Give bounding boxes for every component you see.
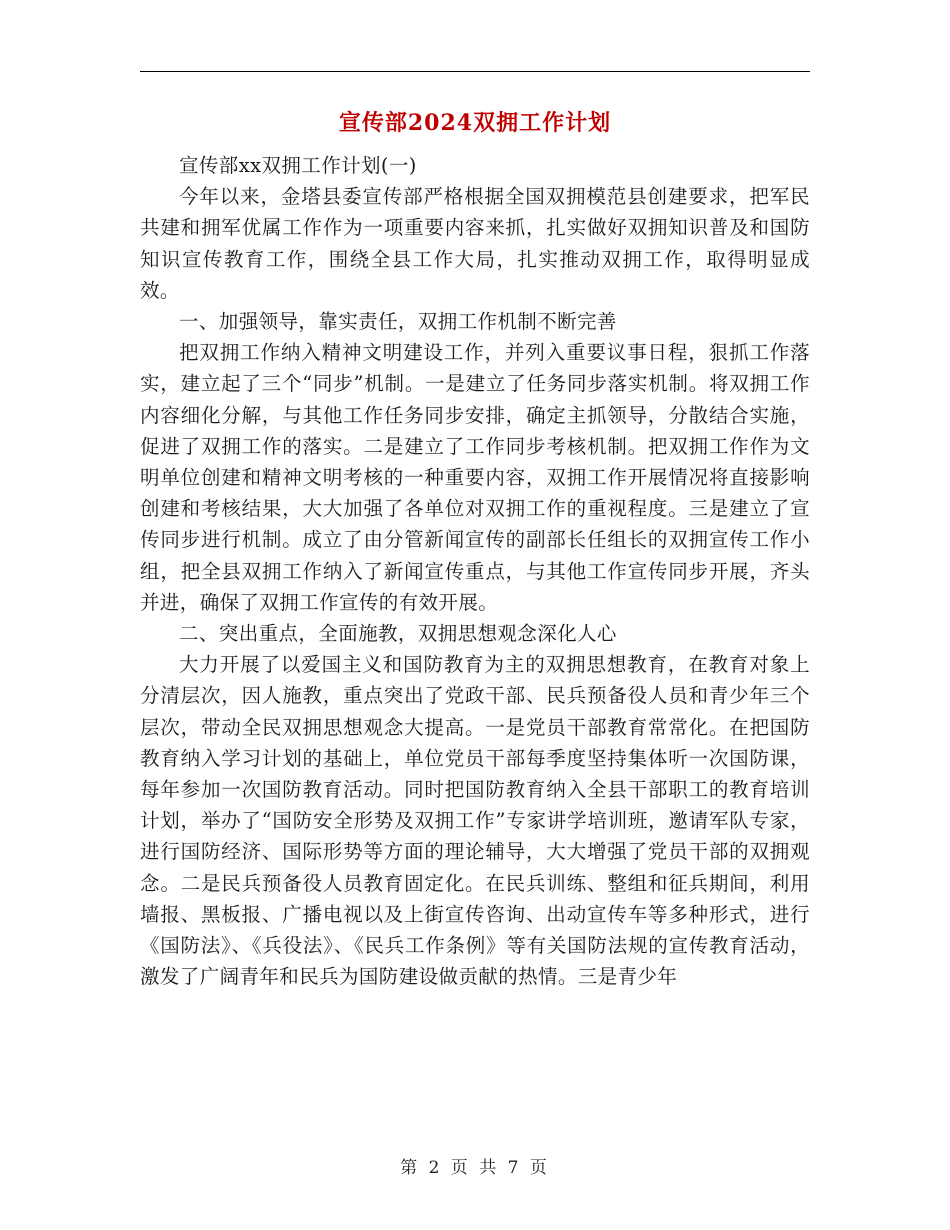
body-paragraph: 大力开展了以爱国主义和国防教育为主的双拥思想教育，在教育对象上分清层次，因人施教，重点突出了党政干部、民兵预备役人员和青少年三个层次，带动全民双拥思想观念大提高。一是党员干部教育常常化。在把国防教育纳入学习计划的基础上，单位党员干部每季度坚持集体听一次国防课，每年参加一次国防教育活动。同时把国防教育纳入全县干部职工的教育培训计划，举办了“国防安全形势及双拥工作”专家讲学培训班，邀请军队专家，进行国防经济、国际形势等方面的理论辅导，大大增强了党员干部的双拥观念。二是民兵预备役人员教育固定化。在民兵训练、整组和征兵期间，利用墙报、黑板报、广播电视以及上街宣传咨询、出动宣传车等多种形式，进行《国防法》、《兵役法》、《民兵工作条例》等有关国防法规的宣传教育活动，激发了广阔青年和民兵为国防建设做贡献的热情。三是青少年 [140, 653, 810, 989]
subtitle-paragraph: 宣传部xx双拥工作计划(一) [179, 154, 417, 177]
document-title: 宣传部2024双拥工作计划 [338, 110, 612, 136]
section-heading-2: 二、突出重点，全面施教，双拥思想观念深化人心 [179, 622, 617, 646]
page-number-footer: 第 2 页 共 7 页 [400, 1158, 550, 1178]
header-rule [140, 71, 810, 72]
section-heading-1: 一、加强领导，靠实责任，双拥工作机制不断完善 [179, 310, 617, 334]
body-paragraph: 把双拥工作纳入精神文明建设工作，并列入重要议事日程，狠抓工作落实，建立起了三个“同步”机制。一是建立了任务同步落实机制。将双拥工作内容细化分解，与其他工作任务同步安排，确定主抓领导，分散结合实施，促进了双拥工作的落实。二是建立了工作同步考核机制。把双拥工作作为文明单位创建和精神文明考核的一种重要内容，双拥工作开展情况将直接影响创建和考核结果，大大加强了各单位对双拥工作的重视程度。三是建立了宣传同步进行机制。成立了由分管新闻宣传的副部长任组长的双拥宣传工作小组，把全县双拥工作纳入了新闻宣传重点，与其他工作宣传同步开展，齐头并进，确保了双拥工作宣传的有效开展。 [140, 341, 810, 614]
document-body [140, 150, 810, 992]
intro-paragraph: 今年以来，金塔县委宣传部严格根据全国双拥模范县创建要求，把军民共建和拥军优属工作作为一项重要内容来抓，扎实做好双拥知识普及和国防知识宣传教育工作，围绕全县工作大局，扎实推动双拥工作，取得明显成效。 [140, 185, 810, 302]
